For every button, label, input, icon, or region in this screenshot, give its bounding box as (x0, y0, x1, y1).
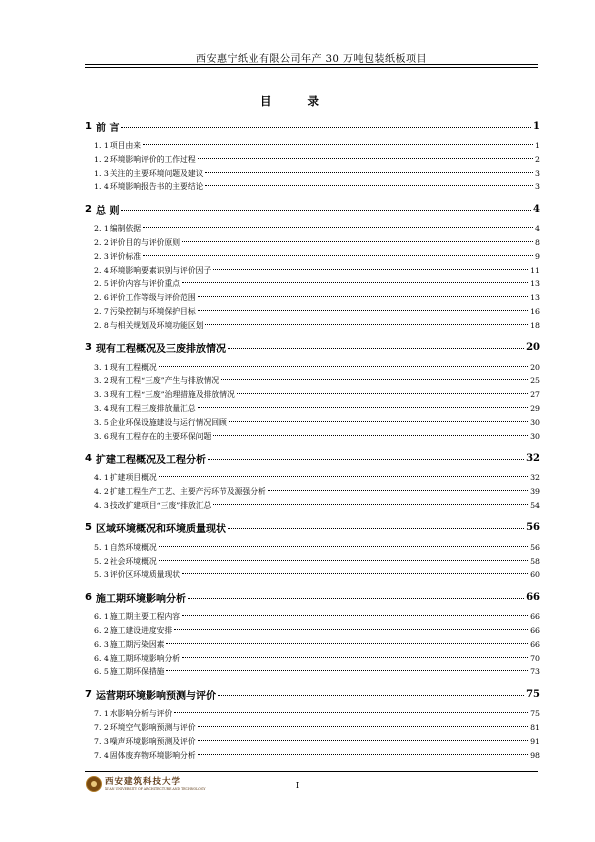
section-page-number: 70 (530, 653, 540, 663)
toc-section-entry[interactable] (85, 278, 540, 292)
chapter-title: 前 言 (95, 122, 120, 134)
toc-section-entry[interactable] (85, 306, 540, 320)
section-title: 环境影响报告书的主要结论 (109, 182, 204, 192)
section-title: 污染控制与环境保护目标 (109, 306, 196, 316)
section-number: 6. 4 (94, 653, 109, 663)
header-rule-thin (85, 67, 538, 68)
section-title: 现有工程“三废”治理措施及排放情况 (109, 390, 235, 400)
toc-section-entry[interactable] (85, 403, 540, 417)
section-page-number: 25 (530, 376, 540, 386)
section-number: 4. 3 (94, 500, 109, 510)
toc-chapter-entry[interactable] (85, 680, 540, 708)
section-number: 2. 6 (94, 293, 109, 303)
dot-leader (143, 144, 533, 145)
section-title: 技改扩建项目“三废”排放汇总 (109, 500, 212, 510)
section-number: 2. 8 (94, 320, 109, 330)
section-page-number: 13 (530, 279, 540, 289)
section-number: 6. 3 (94, 639, 109, 649)
toc-chapter-entry[interactable] (85, 514, 540, 542)
section-title: 环境空气影响预测与评价 (109, 722, 196, 732)
chapter-page-number: 66 (526, 591, 540, 603)
dot-leader (182, 657, 528, 658)
toc-section-entry[interactable] (85, 168, 540, 182)
dot-leader (166, 670, 528, 671)
dot-leader (213, 435, 528, 436)
dot-leader (174, 629, 528, 630)
section-page-number: 13 (530, 293, 540, 303)
section-page-number: 3 (535, 182, 540, 192)
dot-leader (237, 393, 528, 394)
chapter-number: 3 (85, 342, 92, 354)
toc-section-entry[interactable] (85, 569, 540, 583)
dot-leader (228, 528, 524, 529)
section-number: 6. 1 (94, 612, 109, 622)
toc-chapter-entry[interactable] (85, 444, 540, 472)
toc-chapter-entry[interactable] (85, 195, 540, 223)
section-page-number: 73 (530, 667, 540, 677)
toc-section-entry[interactable] (85, 708, 540, 722)
section-page-number: 60 (530, 570, 540, 580)
section-number: 1. 1 (94, 141, 109, 150)
section-page-number: 30 (530, 431, 540, 441)
chapter-title: 施工期环境影响分析 (95, 593, 186, 605)
section-number: 3. 4 (94, 403, 109, 413)
chapter-number: 2 (85, 203, 92, 215)
dot-leader (121, 127, 531, 128)
dot-leader (159, 476, 528, 477)
chapter-title: 区域环境概况和环境质量现状 (95, 524, 226, 536)
dot-leader (166, 643, 528, 644)
logo-chinese-name: 西安建筑科技大学 (105, 776, 182, 787)
toc-section-entry[interactable] (85, 542, 540, 556)
toc-section-entry[interactable] (85, 140, 540, 154)
section-page-number: 75 (530, 709, 540, 719)
page-number: I (295, 781, 300, 791)
chapter-number: 6 (85, 591, 92, 603)
section-page-number: 58 (530, 556, 540, 566)
section-number: 3. 5 (94, 417, 109, 427)
section-page-number: 3 (535, 168, 540, 178)
toc-section-entry[interactable] (85, 417, 540, 431)
footer-rule (85, 771, 538, 772)
toc-section-entry[interactable] (85, 389, 540, 403)
section-number: 5. 1 (94, 542, 109, 552)
toc-chapter-entry[interactable] (85, 112, 540, 140)
section-title: 扩建工程生产工艺、主要产污环节及源强分析 (109, 487, 266, 497)
section-title: 施工建设进度安排 (109, 625, 173, 635)
chapter-number: 1 (85, 120, 92, 132)
section-title: 评价工作等级与评价范围 (109, 293, 196, 303)
section-title: 噪声环境影响预测及评价 (109, 736, 196, 746)
dot-leader (221, 379, 528, 380)
section-title: 编制依据 (109, 224, 142, 234)
section-title: 与相关规划及环境功能区划 (109, 320, 204, 330)
dot-leader (198, 310, 528, 311)
toc-section-entry[interactable] (85, 375, 540, 389)
toc-section-entry[interactable] (85, 653, 540, 667)
dot-leader (205, 324, 528, 325)
section-number: 4. 1 (94, 473, 109, 483)
toc-section-entry[interactable] (85, 666, 540, 680)
dot-leader (208, 459, 524, 460)
dot-leader (205, 172, 533, 173)
section-title: 固体废弃物环境影响分析 (109, 750, 196, 760)
section-number: 3. 3 (94, 390, 109, 400)
toc-section-entry[interactable] (85, 750, 540, 764)
dot-leader (159, 546, 528, 547)
section-title: 施工期环保措施 (109, 667, 165, 677)
chapter-number: 7 (85, 688, 92, 700)
toc-section-entry[interactable] (85, 362, 540, 376)
section-title: 社会环境概况 (109, 556, 157, 566)
chapter-title: 总 则 (95, 205, 120, 217)
chapter-title: 扩建工程概况及工程分析 (95, 454, 206, 466)
section-number: 2. 4 (94, 265, 109, 275)
chapter-page-number: 4 (533, 203, 540, 215)
dot-leader (121, 210, 531, 211)
section-title: 评价目的与评价原则 (109, 237, 181, 247)
section-page-number: 54 (530, 500, 540, 510)
toc-section-entry[interactable] (85, 722, 540, 736)
toc-section-entry[interactable] (85, 611, 540, 625)
toc-chapter-entry[interactable] (85, 583, 540, 611)
toc-section-entry[interactable] (85, 556, 540, 570)
section-number: 2. 1 (94, 224, 109, 234)
section-page-number: 18 (530, 320, 540, 330)
section-title: 评价内容与评价重点 (109, 279, 181, 289)
dot-leader (198, 158, 533, 159)
logo-english-name: XI'AN UNIVERSITY OF ARCHITECTURE AND TECHNOLOGY (105, 786, 206, 791)
section-page-number: 20 (530, 362, 540, 372)
section-title: 施工期主要工程内容 (109, 612, 181, 622)
section-page-number: 30 (530, 417, 540, 427)
toc-chapter-entry[interactable] (85, 334, 540, 362)
dot-leader (182, 615, 528, 616)
section-title: 扩建项目概况 (109, 473, 157, 483)
section-page-number: 66 (530, 625, 540, 635)
chapter-number: 5 (85, 522, 92, 534)
section-page-number: 11 (530, 265, 540, 275)
section-number: 4. 2 (94, 487, 109, 497)
section-title: 现有工程“三废”产生与排放情况 (109, 376, 220, 386)
section-title: 现有工程概况 (109, 362, 157, 372)
chapter-title: 现有工程概况及三废排放情况 (95, 344, 226, 356)
chapter-number: 4 (85, 452, 92, 464)
toc-section-entry[interactable] (85, 223, 540, 237)
section-page-number: 29 (530, 403, 540, 413)
dot-leader (213, 269, 528, 270)
dot-leader (174, 712, 528, 713)
dot-leader (159, 560, 528, 561)
dot-leader (143, 227, 533, 228)
section-number: 6. 5 (94, 667, 109, 677)
section-title: 企业环保设施建设与运行情况回顾 (109, 417, 227, 427)
header-rule (85, 64, 538, 65)
running-header: 西安惠宁纸业有限公司年产 30 万吨包装纸板项目 (195, 54, 428, 65)
chapter-page-number: 32 (526, 452, 540, 464)
section-number: 2. 2 (94, 237, 109, 247)
section-title: 评价区环境质量现状 (109, 570, 181, 580)
chapter-title: 运营期环境影响预测与评价 (95, 690, 216, 702)
section-title: 自然环境概况 (109, 542, 157, 552)
section-page-number: 91 (530, 736, 540, 746)
section-title: 评价标准 (109, 251, 142, 261)
dot-leader (182, 573, 528, 574)
toc-section-entry[interactable] (85, 320, 540, 334)
toc-section-entry[interactable] (85, 639, 540, 653)
section-page-number: 1 (535, 141, 540, 150)
section-number: 2. 5 (94, 279, 109, 289)
section-number: 1. 4 (94, 182, 109, 192)
dot-leader (182, 241, 533, 242)
section-title: 水影响分析与评价 (109, 709, 173, 719)
chapter-page-number: 56 (526, 522, 540, 534)
dot-leader (228, 348, 524, 349)
section-page-number: 56 (530, 542, 540, 552)
section-number: 7. 2 (94, 722, 109, 732)
toc-title: 目 录 (259, 94, 335, 108)
table-of-contents (85, 112, 540, 763)
section-title: 施工期环境影响分析 (109, 653, 181, 663)
toc-section-entry[interactable] (85, 237, 540, 251)
toc-section-entry[interactable] (85, 500, 540, 514)
section-page-number: 9 (535, 251, 540, 261)
section-title: 施工期污染因素 (109, 639, 165, 649)
toc-section-entry[interactable] (85, 181, 540, 195)
dot-leader (198, 754, 528, 755)
toc-section-entry[interactable] (85, 625, 540, 639)
dot-leader (198, 296, 528, 297)
section-page-number: 98 (530, 750, 540, 760)
section-number: 7. 4 (94, 750, 109, 760)
section-title: 现有工程三废排放量汇总 (109, 403, 196, 413)
dot-leader (159, 366, 528, 367)
toc-section-entry[interactable] (85, 431, 540, 445)
section-page-number: 2 (535, 154, 540, 164)
toc-section-entry[interactable] (85, 472, 540, 486)
section-title: 关注的主要环境问题及建议 (109, 168, 204, 178)
section-number: 2. 3 (94, 251, 109, 261)
section-page-number: 27 (530, 390, 540, 400)
chapter-page-number: 75 (526, 688, 540, 700)
section-page-number: 66 (530, 639, 540, 649)
dot-leader (268, 490, 528, 491)
section-number: 1. 3 (94, 168, 109, 178)
toc-section-entry[interactable] (85, 736, 540, 750)
section-number: 3. 6 (94, 431, 109, 441)
section-title: 环境影响要素识别与评价因子 (109, 265, 212, 275)
chapter-page-number: 1 (533, 120, 540, 132)
dot-leader (182, 282, 528, 283)
dot-leader (198, 726, 528, 727)
section-number: 6. 2 (94, 625, 109, 635)
dot-leader (205, 185, 533, 186)
section-number: 3. 1 (94, 362, 109, 372)
section-number: 3. 2 (94, 376, 109, 386)
toc-section-entry[interactable] (85, 154, 540, 168)
toc-section-entry[interactable] (85, 486, 540, 500)
dot-leader (198, 740, 528, 741)
section-page-number: 8 (535, 237, 540, 247)
toc-section-entry[interactable] (85, 292, 540, 306)
dot-leader (198, 407, 528, 408)
section-title: 项目由来 (109, 141, 142, 150)
chapter-page-number: 20 (526, 342, 540, 354)
section-number: 5. 3 (94, 570, 109, 580)
section-number: 1. 2 (94, 154, 109, 164)
dot-leader (218, 695, 524, 696)
section-number: 7. 3 (94, 736, 109, 746)
toc-section-entry[interactable] (85, 265, 540, 279)
dot-leader (213, 504, 528, 505)
section-number: 7. 1 (94, 709, 109, 719)
section-page-number: 4 (535, 224, 540, 234)
dot-leader (143, 255, 533, 256)
section-page-number: 66 (530, 612, 540, 622)
section-title: 环境影响评价的工作过程 (109, 154, 196, 164)
section-number: 2. 7 (94, 306, 109, 316)
dot-leader (229, 421, 528, 422)
section-page-number: 32 (530, 473, 540, 483)
dot-leader (188, 598, 524, 599)
section-page-number: 81 (530, 722, 540, 732)
section-title: 现有工程存在的主要环保问题 (109, 431, 212, 441)
section-page-number: 39 (530, 487, 540, 497)
toc-section-entry[interactable] (85, 251, 540, 265)
section-number: 5. 2 (94, 556, 109, 566)
section-page-number: 16 (530, 306, 540, 316)
